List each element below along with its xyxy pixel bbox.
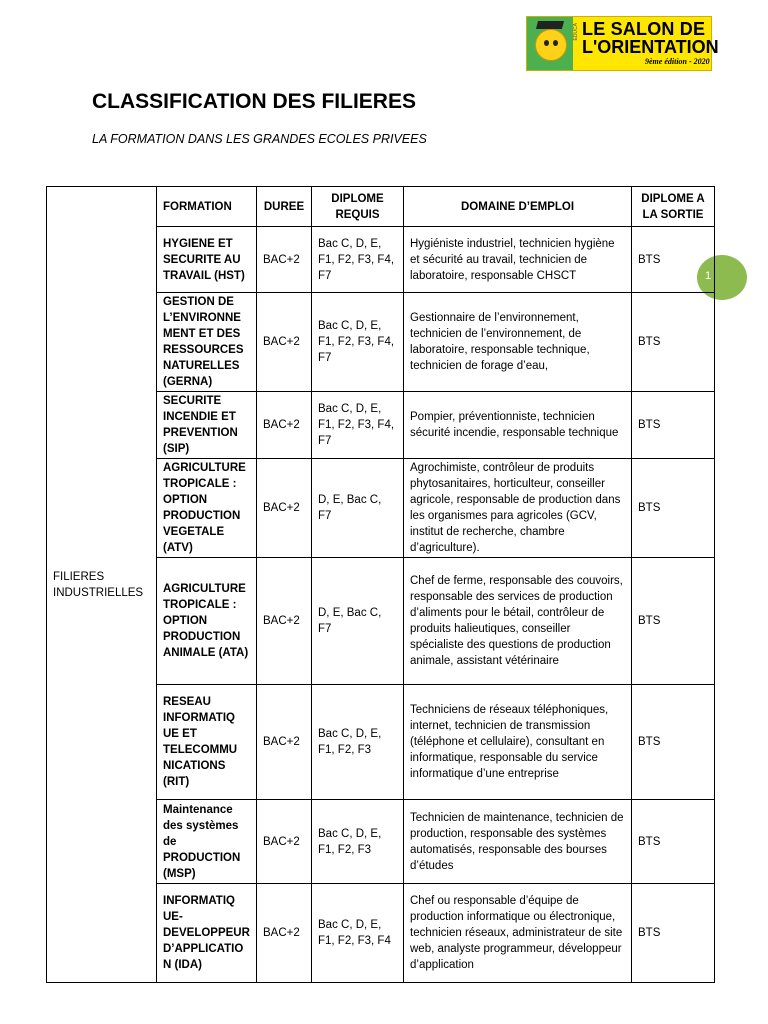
mascot-icon <box>527 17 573 70</box>
table-header-row <box>47 187 715 227</box>
diplome-requis-cell: Bac C, D, E, F1, F2, F3 <box>312 800 404 884</box>
header-diplome-sortie: DIPLOME A LA SORTIE <box>632 187 715 227</box>
domaine-cell: Techniciens de réseaux téléphoniques, internet, technicien de transmission (téléphone et cellulaire), consultant en informatique, responsable du service informatique d’une entreprise <box>404 685 632 800</box>
domaine-cell: Chef ou responsable d’équipe de production informatique ou électronique, technicien réseaux, administrateur de site web, analyste programmeur, développeur d’application <box>404 884 632 983</box>
diplome-requis-cell: Bac C, D, E, F1, F2, F3, F4, F7 <box>312 293 404 392</box>
diplome-requis-cell: Bac C, D, E, F1, F2, F3, F4 <box>312 884 404 983</box>
header-diplome-requis: DIPLOME REQUIS <box>312 187 404 227</box>
page-number: 1 <box>705 270 712 282</box>
diplome-sortie-cell: BTS <box>632 227 715 293</box>
diplome-requis-cell: Bac C, D, E, F1, F2, F3, F4, F7 <box>312 227 404 293</box>
duree-cell: BAC+2 <box>257 800 312 884</box>
formation-cell: SECURITE INCENDIE ET PREVENTION (SIP) <box>157 392 257 459</box>
filieres-table <box>46 186 715 983</box>
diplome-sortie-cell: BTS <box>632 392 715 459</box>
diplome-requis-cell: Bac C, D, E, F1, F2, F3 <box>312 685 404 800</box>
logo-line-1: LE SALON DE <box>582 19 706 39</box>
logo-line-2: L'ORIENTATION <box>582 37 719 57</box>
duree-cell: BAC+2 <box>257 685 312 800</box>
domaine-cell: Chef de ferme, responsable des couvoirs, responsable des services de production d’aliments pour le bétail, contrôleur de produits halieutiques, conseiller spécialiste des questions de production animale, assistant vétérinaire <box>404 558 632 685</box>
logo-side-text: EDUCA <box>573 23 579 41</box>
duree-cell: BAC+2 <box>257 293 312 392</box>
page-title: CLASSIFICATION DES FILIERES <box>92 90 416 113</box>
header-domaine: DOMAINE D’EMPLOI <box>404 187 632 227</box>
diplome-requis-cell: D, E, Bac C, F7 <box>312 558 404 685</box>
formation-cell: INFORMATIQ UE-DEVELOPPEUR D’APPLICATIO N (IDA) <box>157 884 257 983</box>
formation-cell: AGRICULTURE TROPICALE : OPTION PRODUCTION VEGETALE (ATV) <box>157 459 257 558</box>
diplome-requis-cell: Bac C, D, E, F1, F2, F3, F4, F7 <box>312 392 404 459</box>
domaine-cell: Technicien de maintenance, technicien de production, responsable des systèmes automatisés, responsable des bourses d’études <box>404 800 632 884</box>
diplome-sortie-cell: BTS <box>632 800 715 884</box>
formation-cell: Maintenance des systèmes de PRODUCTION (MSP) <box>157 800 257 884</box>
salon-logo <box>526 16 719 71</box>
diplome-sortie-cell: BTS <box>632 558 715 685</box>
formation-cell: RESEAU INFORMATIQ UE ET TELECOMMU NICATIONS (RIT) <box>157 685 257 800</box>
diplome-sortie-cell: BTS <box>632 685 715 800</box>
domaine-cell: Pompier, préventionniste, technicien sécurité incendie, responsable technique <box>404 392 632 459</box>
logo-edition: 9ème édition - 2020 <box>645 57 710 66</box>
duree-cell: BAC+2 <box>257 227 312 293</box>
header-formation: FORMATION <box>157 187 257 227</box>
header-duree: DUREE <box>257 187 312 227</box>
diplome-sortie-cell: BTS <box>632 884 715 983</box>
page-subtitle: LA FORMATION DANS LES GRANDES ECOLES PRIVEES <box>92 132 427 146</box>
domaine-cell: Hygiéniste industriel, technicien hygiène et sécurité au travail, technicien de laboratoire, responsable CHSCT <box>404 227 632 293</box>
domaine-cell: Agrochimiste, contrôleur de produits phytosanitaires, horticulteur, conseiller agricole, responsable de production dans les organismes para agricoles (GCV, institut de recherche, chambre d’agriculture). <box>404 459 632 558</box>
duree-cell: BAC+2 <box>257 392 312 459</box>
domaine-cell: Gestionnaire de l’environnement, technicien de l’environnement, de laboratoire, responsable technique, technicien de forage d’eau, <box>404 293 632 392</box>
duree-cell: BAC+2 <box>257 558 312 685</box>
diplome-sortie-cell: BTS <box>632 459 715 558</box>
diplome-sortie-cell: BTS <box>632 293 715 392</box>
formation-cell: AGRICULTURE TROPICALE : OPTION PRODUCTION ANIMALE (ATA) <box>157 558 257 685</box>
formation-cell: HYGIENE ET SECURITE AU TRAVAIL (HST) <box>157 227 257 293</box>
formation-cell: GESTION DE L’ENVIRONNE MENT ET DES RESSOURCES NATURELLES (GERNA) <box>157 293 257 392</box>
diplome-requis-cell: D, E, Bac C, F7 <box>312 459 404 558</box>
category-cell: FILIERES INDUSTRIELLES <box>47 187 157 983</box>
duree-cell: BAC+2 <box>257 459 312 558</box>
duree-cell: BAC+2 <box>257 884 312 983</box>
